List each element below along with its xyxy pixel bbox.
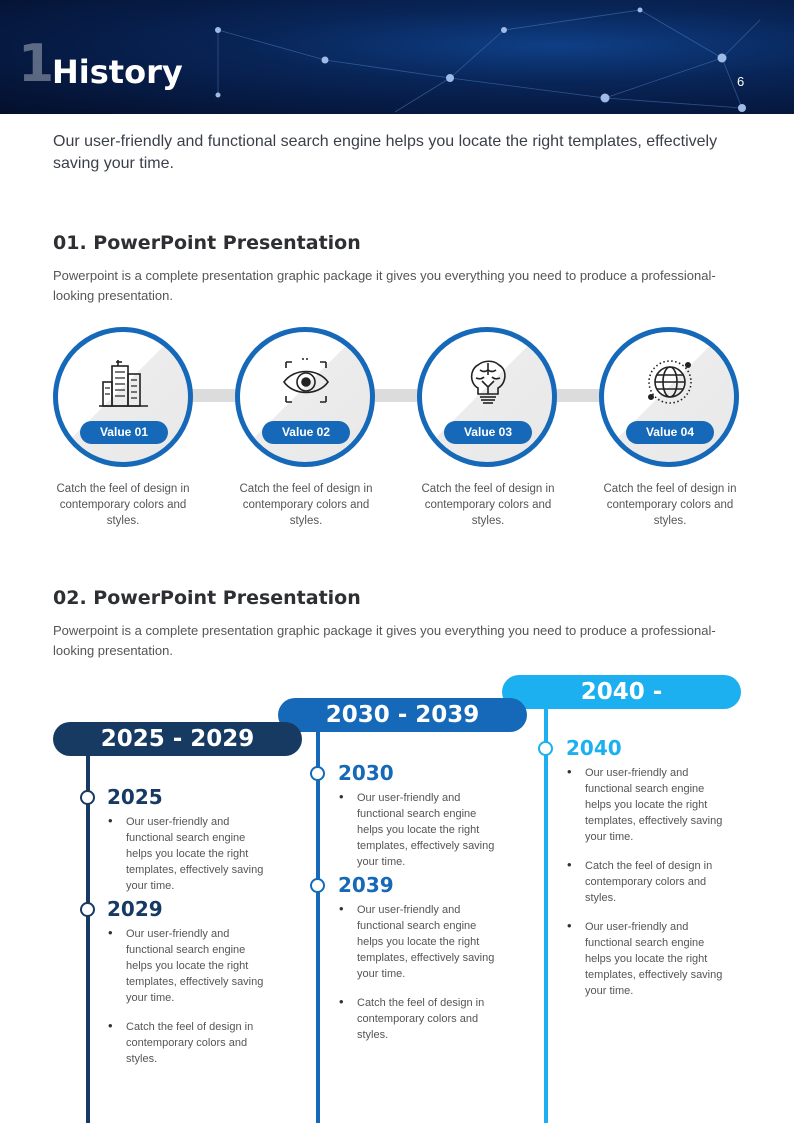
value-card-1 xyxy=(53,327,193,467)
bullet-item: • Catch the feel of design in contemporary colors and styles. xyxy=(339,995,504,1043)
value-card-3 xyxy=(417,327,557,467)
brain-bulb-icon xyxy=(462,356,514,408)
eye-icon xyxy=(280,356,332,408)
value-caption-4: Catch the feel of design in contemporary colors and styles. xyxy=(603,483,737,527)
timeline-year-2040: 2040 xyxy=(566,736,622,760)
timeline-header-1: 2025 - 2029 xyxy=(53,722,302,756)
page-header xyxy=(0,0,794,114)
timeline-year-2030: 2030 xyxy=(338,761,394,785)
timeline-dot xyxy=(538,741,553,756)
section1-heading: 01. PowerPoint Presentation xyxy=(53,232,361,254)
timeline-year-2039: 2039 xyxy=(338,873,394,897)
bullet-item: • Catch the feel of design in contemporary colors and styles. xyxy=(108,1019,273,1067)
timeline-dot xyxy=(310,766,325,781)
timeline-dot xyxy=(80,790,95,805)
section2-description: Powerpoint is a complete presentation graphic package it gives you everything you need to produce a professional-looking presentation. xyxy=(53,623,716,658)
timeline-dot xyxy=(310,878,325,893)
timeline-bullets-2029 xyxy=(108,926,273,1080)
value-label: Value 03 xyxy=(444,421,532,444)
bullet-item: • Catch the feel of design in contemporary colors and styles. xyxy=(567,858,732,906)
timeline-year-2025: 2025 xyxy=(107,785,163,809)
section2-heading: 02. PowerPoint Presentation xyxy=(53,587,361,609)
section1-description: Powerpoint is a complete presentation graphic package it gives you everything you need to produce a professional-looking presentation. xyxy=(53,268,716,303)
timeline-header-2: 2030 - 2039 xyxy=(278,698,527,732)
value-card-2 xyxy=(235,327,375,467)
bullet-item: • Our user-friendly and functional search engine helps you locate the right templates, effectively saving your time. xyxy=(567,919,732,999)
value-caption-3: Catch the feel of design in contemporary colors and styles. xyxy=(421,483,555,527)
timeline-bullets-2040 xyxy=(567,765,732,1012)
buildings-icon xyxy=(98,356,150,408)
intro-paragraph: Our user-friendly and functional search engine helps you locate the right templates, effectively saving your time. xyxy=(53,133,718,172)
timeline-header-3: 2040 - xyxy=(502,675,741,709)
bullet-item: • Our user-friendly and functional search engine helps you locate the right templates, effectively saving your time. xyxy=(567,765,732,845)
timeline-bullets-2030 xyxy=(339,790,504,883)
value-caption-2: Catch the feel of design in contemporary colors and styles. xyxy=(239,483,373,527)
timeline-dot xyxy=(80,902,95,917)
page-title: History xyxy=(52,53,183,91)
timeline-line-3 xyxy=(544,700,548,1123)
timeline-bullets-2039 xyxy=(339,902,504,1056)
section-number: 1 xyxy=(18,34,55,94)
bullet-item: • Our user-friendly and functional search engine helps you locate the right templates, effectively saving your time. xyxy=(108,926,273,1006)
value-label: Value 04 xyxy=(626,421,714,444)
globe-icon xyxy=(644,356,696,408)
value-label: Value 02 xyxy=(262,421,350,444)
bullet-item: • Our user-friendly and functional search engine helps you locate the right templates, effectively saving your time. xyxy=(108,814,273,894)
value-caption-1: Catch the feel of design in contemporary colors and styles. xyxy=(56,483,190,527)
values-connector-bar xyxy=(120,389,680,402)
page-number: 6 xyxy=(737,74,745,89)
timeline-year-2029: 2029 xyxy=(107,897,163,921)
timeline-bullets-2025 xyxy=(108,814,273,907)
bullet-item: • Our user-friendly and functional search engine helps you locate the right templates, effectively saving your time. xyxy=(339,902,504,982)
bullet-item: • Our user-friendly and functional search engine helps you locate the right templates, effectively saving your time. xyxy=(339,790,504,870)
value-card-4 xyxy=(599,327,739,467)
value-label: Value 01 xyxy=(80,421,168,444)
